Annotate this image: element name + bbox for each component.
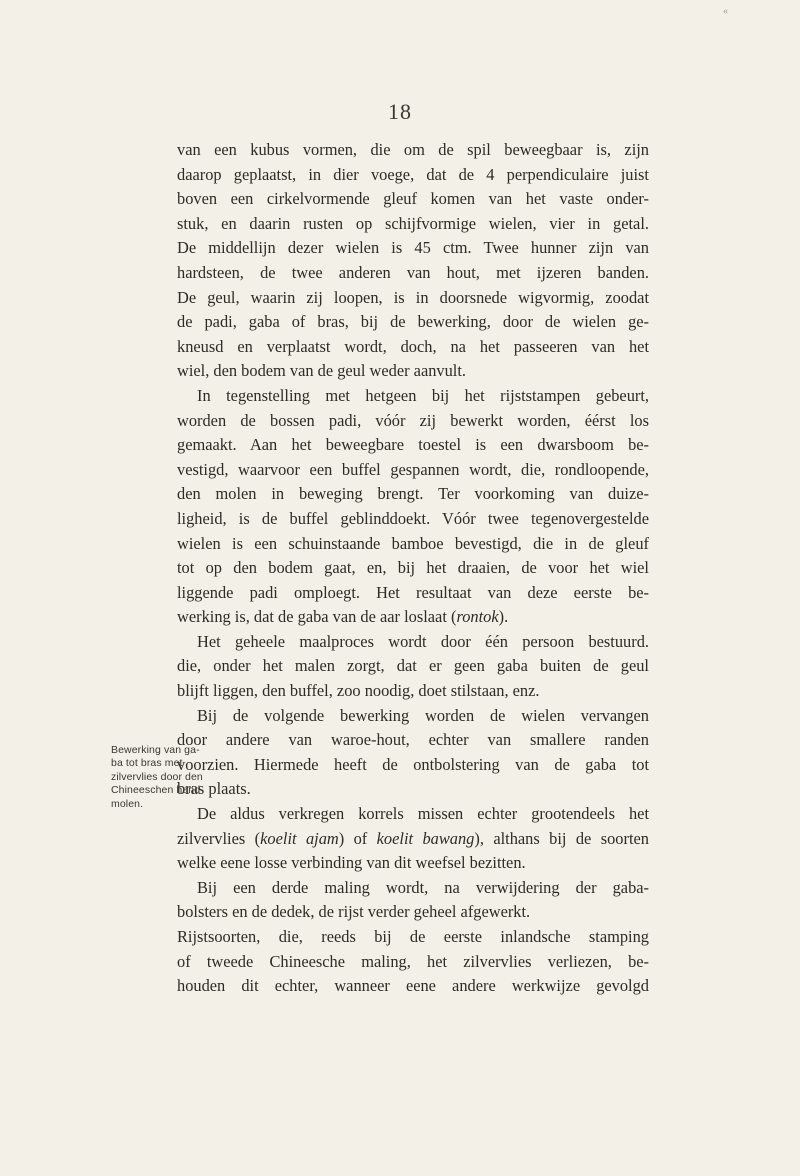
page-number: 18	[388, 99, 412, 124]
text-line: van een kubus vormen, die om de spil beweegbaar is, zijn	[177, 140, 649, 159]
text-line: houden dit echter, wanneer eene andere werkwijze gevolgd	[177, 976, 649, 996]
margin-note-line: molen.	[111, 797, 144, 810]
text-line: De geul, waarin zij loopen, is in doorsnede wigvormig, zoodat	[177, 287, 649, 307]
text-line	[177, 605, 649, 630]
text-run: ).	[498, 607, 509, 627]
text-line: bras plaats.	[177, 779, 251, 799]
text-line: voorzien. Hiermede heeft de ontbolstering van de gaba tot	[177, 754, 649, 774]
text-run: zilvervlies (	[177, 828, 261, 848]
text-line: daarop geplaatst, in dier voege, dat de 4 perpendiculaire juist	[177, 164, 649, 184]
text-line: liggende padi omploegt. Het resultaat van deze eerste be-	[177, 582, 649, 602]
italic-term: rontok	[456, 607, 499, 627]
text-line: ligheid, is de buffel geblinddoekt. Vóór twee tegenovergestelde	[177, 508, 649, 528]
italic-term: koelit bawang	[376, 828, 475, 848]
text-line: of tweede Chineesche maling, het zilvervlies verliezen, be-	[177, 951, 649, 971]
text-line: wiel, den bodem van de geul weder aanvult.	[177, 361, 467, 381]
corner-mark: «	[723, 6, 728, 17]
text-line: den molen in beweging brengt. Ter voorkoming van duize-	[177, 484, 649, 504]
text-line: bolsters en de dedek, de rijst verder geheel afgewerkt.	[177, 902, 531, 922]
text-line: die, onder het malen zorgt, dat er geen gaba buiten de geul	[177, 656, 649, 676]
text-line: In tegenstelling met hetgeen bij het rijststampen gebeurt,	[197, 385, 649, 405]
text-run: werking is, dat de gaba van de aar loslaat (	[177, 607, 457, 627]
text-line: Bij de volgende bewerking worden de wielen vervangen	[197, 705, 649, 725]
text-line: Bij een derde maling wordt, na verwijdering der gaba-	[197, 877, 649, 897]
text-line: wielen is een schuinstaande bamboe bevestigd, die in de gleuf	[177, 533, 649, 553]
text-line: De middellijn dezer wielen is 45 ctm. Twee hunner zijn van	[177, 238, 649, 258]
text-line: kneusd en verplaatst wordt, doch, na het passeeren van het	[177, 336, 649, 356]
text-line: Het geheele maalproces wordt door één persoon bestuurd.	[197, 631, 649, 651]
text-line: welke eene losse verbinding van dit weefsel bezitten.	[177, 853, 526, 873]
text-run: ), althans bij de soorten	[474, 828, 649, 848]
text-line: boven een cirkelvormende gleuf komen van het vaste onder-	[177, 189, 649, 209]
text-line: tot op den bodem gaat, en, bij het draaien, de voor het wiel	[177, 558, 649, 578]
body-text	[177, 138, 649, 999]
text-line: blijft liggen, den buffel, zoo noodig, doet stilstaan, enz.	[177, 681, 540, 701]
italic-term: koelit ajam	[260, 828, 339, 848]
text-line: gemaakt. Aan het beweegbare toestel is een dwarsboom be-	[177, 435, 649, 455]
margin-note-line: Chineeschen hand-	[111, 784, 204, 797]
text-line: vestigd, waarvoor een buffel gespannen wordt, die, rondloopende,	[177, 459, 649, 479]
margin-note-line: Bewerking van ga-	[111, 744, 200, 756]
margin-note-line: ba tot bras met	[111, 757, 183, 770]
margin-note-line: zilvervlies door den	[111, 770, 203, 783]
text-line: stuk, en daarin rusten op schijfvormige wielen, vier in getal.	[177, 213, 649, 233]
text-line: hardsteen, de twee anderen van hout, met ijzeren banden.	[177, 262, 649, 282]
text-line: De aldus verkregen korrels missen echter grootendeels het	[197, 804, 649, 824]
text-line: door andere van waroe-hout, echter van smallere randen	[177, 730, 649, 750]
text-line: Rijstsoorten, die, reeds bij de eerste inlandsche stamping	[177, 927, 649, 946]
text-line: worden de bossen padi, vóór zij bewerkt worden, éérst los	[177, 410, 649, 430]
text-line	[177, 827, 649, 852]
text-line: de padi, gaba of bras, bij de bewerking, door de wielen ge-	[177, 312, 649, 332]
margin-note	[111, 744, 204, 811]
text-run: ) of	[338, 828, 377, 848]
